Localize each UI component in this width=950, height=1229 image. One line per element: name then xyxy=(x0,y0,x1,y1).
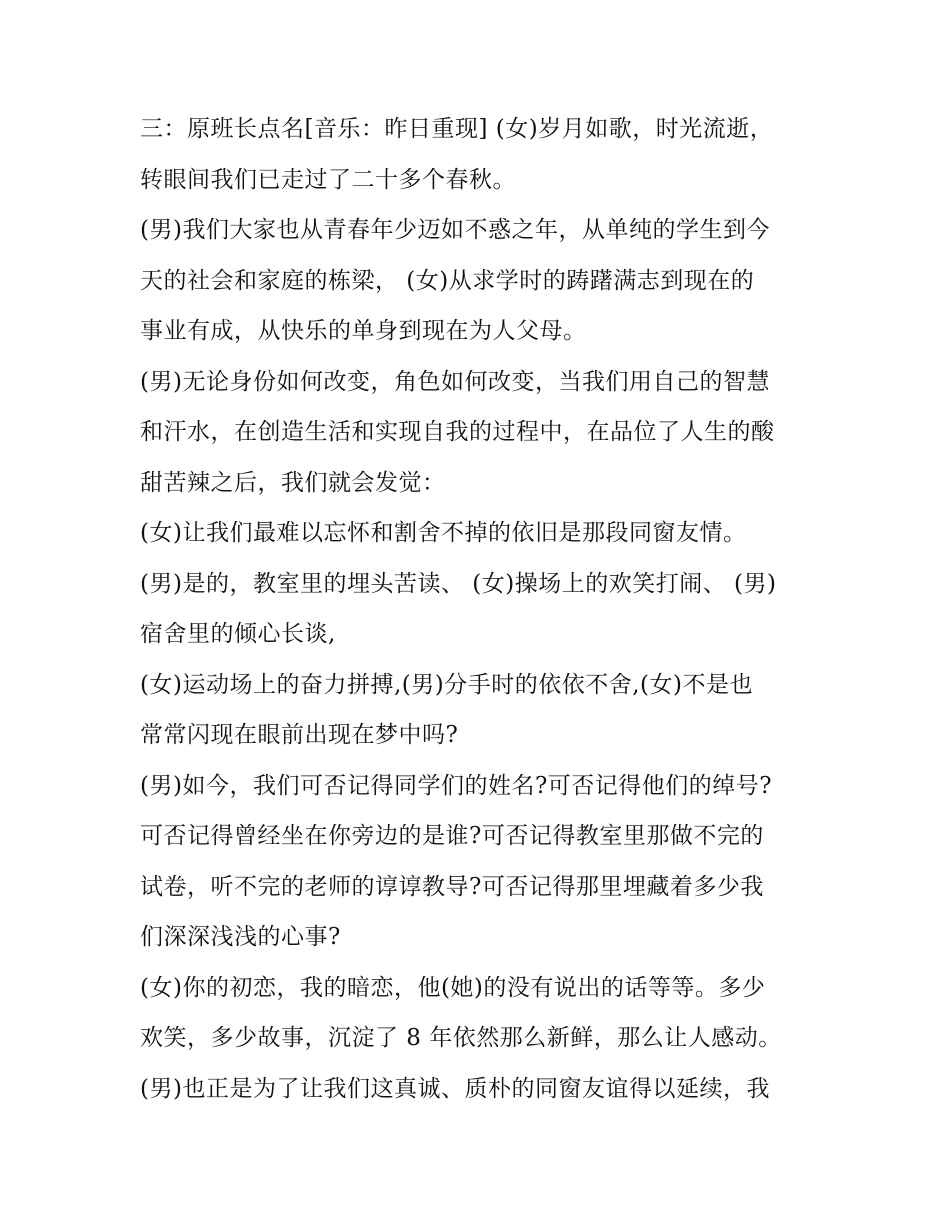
text-line: 和汗水，在创造生活和实现自我的过程中，在品位了人生的酸 xyxy=(140,419,775,445)
text-line: 甜苦辣之后，我们就会发觉： xyxy=(140,469,446,496)
text-line: (女)你的初恋，我的暗恋，他(她)的没有说出的话等等。多少 xyxy=(140,974,766,1001)
text-line: 宿舍里的倾心长谈, xyxy=(140,621,336,647)
text-line: 试卷，听不完的老师的谆谆教导?可否记得那里埋藏着多少我 xyxy=(140,873,764,900)
text-line: (女)运动场上的奋力拼搏,(男)分手时的依依不舍,(女)不是也 xyxy=(140,671,753,698)
text-line: 天的社会和家庭的栋梁， (女)从求学时的踌躇满志到现在的 xyxy=(140,267,755,294)
text-line: 欢笑，多少故事，沉淀了 8 年依然那么新鲜，那么让人感动。 xyxy=(140,1025,782,1051)
text-line: 常常闪现在眼前出现在梦中吗? xyxy=(140,722,459,748)
text-line: (男)也正是为了让我们这真诚、质朴的同窗友谊得以延续，我 xyxy=(140,1075,770,1102)
text-line: 三：原班长点名[音乐：昨日重现] (女)岁月如歌，时光流逝， xyxy=(140,116,774,142)
text-line: (男)我们大家也从青春年少迈如不惑之年，从单纯的学生到今 xyxy=(140,217,770,243)
text-line: (男)无论身份如何改变，角色如何改变，当我们用自己的智慧 xyxy=(140,368,770,395)
text-line: 转眼间我们已走过了二十多个春秋。 xyxy=(140,166,516,193)
text-line: (男)如今，我们可否记得同学们的姓名?可否记得他们的绰号? xyxy=(140,772,773,799)
text-line: (女)让我们最难以忘怀和割舍不掉的依旧是那段同窗友情。 xyxy=(140,520,747,546)
script-text xyxy=(140,104,820,1114)
text-line: 可否记得曾经坐在你旁边的是谁?可否记得教室里那做不完的 xyxy=(140,823,764,849)
text-line: (男)是的，教室里的埋头苦读、 (女)操场上的欢笑打闹、 (男) xyxy=(140,570,777,597)
text-line: 们深深浅浅的心事? xyxy=(140,924,341,950)
text-line: 事业有成，从快乐的单身到现在为人父母。 xyxy=(140,318,587,344)
